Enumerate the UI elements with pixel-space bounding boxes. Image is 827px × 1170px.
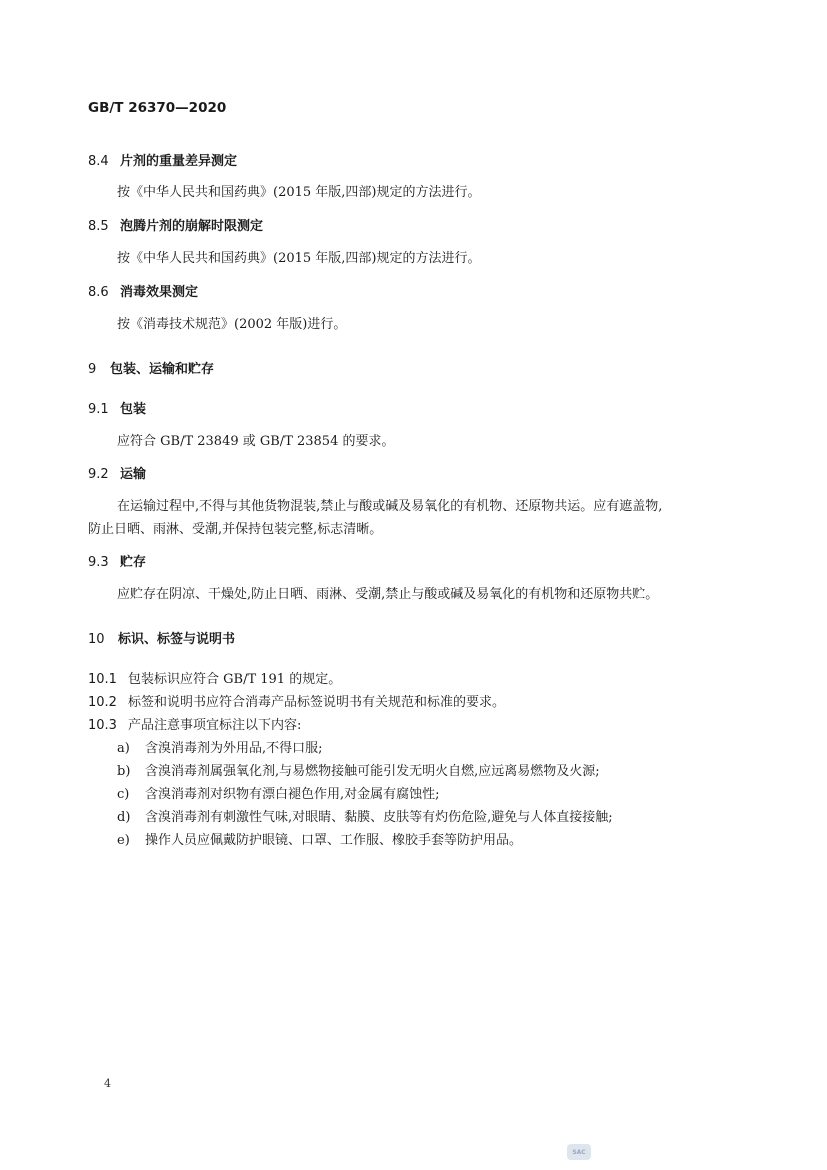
section-number: 8.5 [88, 219, 109, 234]
section-title: 泡腾片剂的崩解时限测定 [120, 219, 264, 234]
section-title: 消毒效果测定 [120, 285, 199, 300]
section-number: 9.1 [88, 402, 109, 417]
clause-text: 包装标识应符合 GB/T 191 的规定。 [128, 672, 342, 687]
section-number: 8.6 [88, 285, 109, 300]
list-item-a [117, 737, 323, 756]
section-8-5-body: 按《中华人民共和国药典》(2015 年版,四部)规定的方法进行。 [117, 251, 481, 266]
clause-10-2 [88, 691, 505, 710]
section-9-3-body: 应贮存在阴凉、干燥处,防止日晒、雨淋、受潮,禁止与酸或碱及易氧化的有机物和还原物共贮。 [117, 587, 659, 602]
section-number: 8.4 [88, 154, 109, 169]
section-title: 运输 [120, 467, 147, 482]
list-item-e [117, 829, 522, 848]
clause-number: 10.2 [88, 695, 117, 710]
standard-code: GB/T 26370—2020 [88, 100, 227, 116]
section-9-1-body: 应符合 GB/T 23849 或 GB/T 23854 的要求。 [117, 434, 395, 449]
chapter-10-heading [88, 628, 235, 647]
section-title: 包装 [120, 402, 147, 417]
section-8-6-heading [88, 281, 198, 300]
section-9-3-heading [88, 551, 146, 570]
list-item-text: 含溴消毒剂为外用品,不得口服; [145, 741, 323, 756]
section-number: 9.2 [88, 467, 109, 482]
clause-text: 产品注意事项宜标注以下内容: [128, 718, 302, 733]
list-item-label: d) [117, 810, 131, 825]
publisher-stamp-icon: SAC [567, 1144, 591, 1160]
list-item-text: 含溴消毒剂属强氧化剂,与易燃物接触可能引发无明火自燃,应远离易燃物及火源; [145, 764, 600, 779]
chapter-number: 10 [88, 632, 105, 647]
section-8-4-heading [88, 150, 237, 169]
list-item-label: a) [117, 741, 130, 756]
section-number: 9.3 [88, 555, 109, 570]
list-item-label: b) [117, 764, 131, 779]
list-item-text: 操作人员应佩戴防护眼镜、口罩、工作服、橡胶手套等防护用品。 [145, 833, 523, 848]
chapter-number: 9 [88, 362, 97, 377]
list-item-label: e) [117, 833, 130, 848]
list-item-c [117, 783, 440, 802]
chapter-title: 标识、标签与说明书 [118, 632, 236, 647]
section-8-6-body: 按《消毒技术规范》(2002 年版)进行。 [117, 317, 347, 332]
clause-number: 10.3 [88, 718, 117, 733]
list-item-text: 含溴消毒剂对织物有漂白褪色作用,对金属有腐蚀性; [145, 787, 440, 802]
section-9-2-heading [88, 463, 146, 482]
list-item-label: c) [117, 787, 130, 802]
clause-text: 标签和说明书应符合消毒产品标签说明书有关规范和标准的要求。 [128, 695, 506, 710]
page-number: 4 [104, 1077, 111, 1090]
section-title: 片剂的重量差异测定 [120, 154, 238, 169]
section-9-1-heading [88, 398, 146, 417]
section-9-2-body-line1: 在运输过程中,不得与其他货物混装,禁止与酸或碱及易氧化的有机物、还原物共运。应有遮盖物, [117, 499, 663, 514]
section-title: 贮存 [120, 555, 147, 570]
chapter-title: 包装、运输和贮存 [110, 362, 215, 377]
list-item-b [117, 760, 600, 779]
clause-10-1 [88, 668, 341, 687]
list-item-text: 含溴消毒剂有刺激性气味,对眼睛、黏膜、皮肤等有灼伤危险,避免与人体直接接触; [145, 810, 613, 825]
section-8-4-body: 按《中华人民共和国药典》(2015 年版,四部)规定的方法进行。 [117, 185, 481, 200]
section-9-2-body-line2: 防止日晒、雨淋、受潮,并保持包装完整,标志清晰。 [88, 522, 383, 537]
clause-10-3 [88, 714, 301, 733]
chapter-9-heading [88, 358, 214, 377]
section-8-5-heading [88, 215, 263, 234]
list-item-d [117, 806, 613, 825]
clause-number: 10.1 [88, 672, 117, 687]
